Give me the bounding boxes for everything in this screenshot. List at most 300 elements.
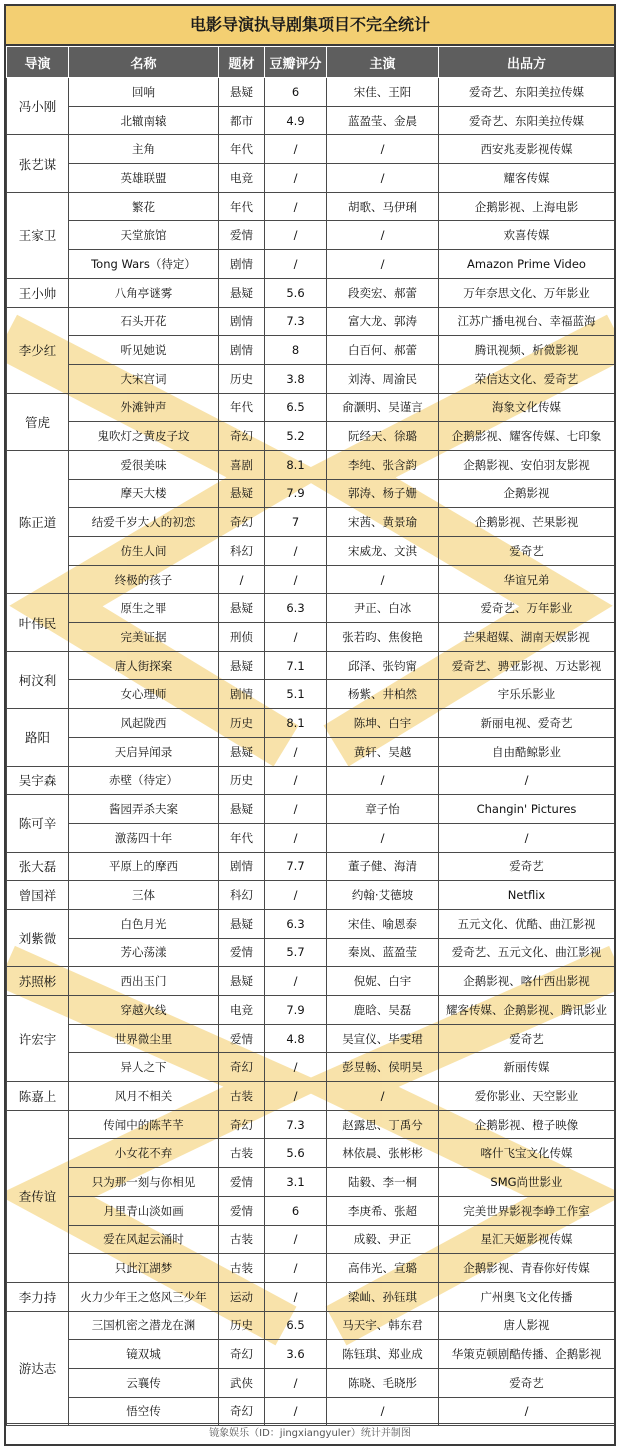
cast-cell: 秦岚、蓝盈莹: [327, 938, 439, 967]
cast-cell: 李纯、张含韵: [327, 450, 439, 479]
rating-cell: /: [265, 135, 327, 164]
genre-cell: 悬疑: [219, 278, 265, 307]
rating-cell: /: [265, 537, 327, 566]
title-cell: 主角: [69, 135, 219, 164]
rating-cell: /: [265, 1368, 327, 1397]
table-row: [7, 766, 615, 795]
cast-cell: 董子健、海清: [327, 852, 439, 881]
genre-cell: 悬疑: [219, 479, 265, 508]
rating-cell: 5.7: [265, 938, 327, 967]
cast-cell: 陈晓、毛晓彤: [327, 1368, 439, 1397]
cast-cell: 宋茜、黄景瑜: [327, 508, 439, 537]
rating-cell: 7.9: [265, 996, 327, 1025]
producer-cell: 宇乐乐影业: [439, 680, 615, 709]
footer-credit: 镜象娱乐（ID：jingxiangyuler）统计并制图: [6, 1423, 614, 1444]
rating-cell: /: [265, 1053, 327, 1082]
cast-cell: /: [327, 565, 439, 594]
genre-cell: 悬疑: [219, 795, 265, 824]
cast-cell: 林依晨、张彬彬: [327, 1139, 439, 1168]
director-cell: 吴宇森: [7, 766, 69, 795]
producer-cell: Amazon Prime Video: [439, 250, 615, 279]
cast-cell: 高伟光、宣璐: [327, 1254, 439, 1283]
producer-cell: 企鹅影视、芒果影视: [439, 508, 615, 537]
producer-cell: 华谊兄弟: [439, 565, 615, 594]
genre-cell: /: [219, 565, 265, 594]
cast-cell: 宋佳、王阳: [327, 78, 439, 107]
table-row: [7, 1053, 615, 1082]
rating-cell: /: [265, 1225, 327, 1254]
rating-cell: /: [265, 967, 327, 996]
header-row: [7, 47, 615, 78]
director-cell: 陈正道: [7, 450, 69, 593]
title-cell: 小女花不弃: [69, 1139, 219, 1168]
genre-cell: 爱情: [219, 938, 265, 967]
director-cell: 管虎: [7, 393, 69, 450]
rating-cell: 5.6: [265, 278, 327, 307]
table-row: [7, 967, 615, 996]
producer-cell: 爱奇艺: [439, 852, 615, 881]
table-row: [7, 508, 615, 537]
title-cell: 仿生人间: [69, 537, 219, 566]
director-cell: 苏照彬: [7, 967, 69, 996]
producer-cell: Changin' Pictures: [439, 795, 615, 824]
producer-cell: 五元文化、优酷、曲江影视: [439, 909, 615, 938]
genre-cell: 科幻: [219, 537, 265, 566]
cast-cell: /: [327, 250, 439, 279]
title-cell: 结爱千岁大人的初恋: [69, 508, 219, 537]
genre-cell: 都市: [219, 106, 265, 135]
table-row: [7, 881, 615, 910]
title-cell: 西出玉门: [69, 967, 219, 996]
rating-cell: 7.9: [265, 479, 327, 508]
producer-cell: /: [439, 766, 615, 795]
producer-cell: 爱奇艺、万年影业: [439, 594, 615, 623]
rating-cell: 5.2: [265, 422, 327, 451]
director-cell: 冯小刚: [7, 78, 69, 135]
title-cell: 外滩钟声: [69, 393, 219, 422]
table-row: [7, 336, 615, 365]
rating-cell: 5.1: [265, 680, 327, 709]
producer-cell: 西安兆麦影视传媒: [439, 135, 615, 164]
title-cell: 三国机密之潜龙在渊: [69, 1311, 219, 1340]
producer-cell: 企鹅影视、青春你好传媒: [439, 1254, 615, 1283]
rating-cell: 4.8: [265, 1024, 327, 1053]
rating-cell: 7: [265, 508, 327, 537]
col-rating: 豆瓣评分: [265, 47, 327, 78]
director-cell: 张大磊: [7, 852, 69, 881]
genre-cell: 爱情: [219, 1168, 265, 1197]
table-row: [7, 823, 615, 852]
table-row: [7, 1168, 615, 1197]
title-cell: 穿越火线: [69, 996, 219, 1025]
table-row: [7, 1368, 615, 1397]
producer-cell: 万年奈思文化、万年影业: [439, 278, 615, 307]
producer-cell: 企鹅影视、安伯羽友影视: [439, 450, 615, 479]
table-row: [7, 594, 615, 623]
cast-cell: 约翰·艾德坡: [327, 881, 439, 910]
table-row: [7, 1340, 615, 1369]
genre-cell: 悬疑: [219, 967, 265, 996]
cast-cell: 杨紫、井柏然: [327, 680, 439, 709]
table-row: [7, 709, 615, 738]
producer-cell: SMG尚世影业: [439, 1168, 615, 1197]
producer-cell: 耀客传媒: [439, 164, 615, 193]
genre-cell: 爱情: [219, 1024, 265, 1053]
producer-cell: 企鹅影视、上海电影: [439, 192, 615, 221]
director-table: [6, 46, 615, 1426]
rating-cell: 6.3: [265, 909, 327, 938]
director-cell: 查传谊: [7, 1110, 69, 1282]
rating-cell: 7.3: [265, 1110, 327, 1139]
table-row: [7, 393, 615, 422]
title-cell: 摩天大楼: [69, 479, 219, 508]
cast-cell: /: [327, 221, 439, 250]
title-cell: 唐人街探案: [69, 651, 219, 680]
genre-cell: 奇幻: [219, 1110, 265, 1139]
producer-cell: 芒果超媒、湖南天娱影视: [439, 623, 615, 652]
cast-cell: 白百何、郝蕾: [327, 336, 439, 365]
producer-cell: 华策克顿剧酷传播、企鹅影视: [439, 1340, 615, 1369]
cast-cell: 李庚希、张超: [327, 1196, 439, 1225]
title-cell: 英雄联盟: [69, 164, 219, 193]
director-cell: 许宏宇: [7, 996, 69, 1082]
cast-cell: 刘涛、周渝民: [327, 364, 439, 393]
title-cell: 平原上的摩西: [69, 852, 219, 881]
title-cell: 爱很美味: [69, 450, 219, 479]
cast-cell: 黄轩、吴越: [327, 737, 439, 766]
table-row: [7, 364, 615, 393]
table-row: [7, 565, 615, 594]
cast-cell: 吴宣仪、毕雯珺: [327, 1024, 439, 1053]
rating-cell: /: [265, 192, 327, 221]
rating-cell: 5.6: [265, 1139, 327, 1168]
genre-cell: 运动: [219, 1282, 265, 1311]
cast-cell: 蓝盈莹、金晨: [327, 106, 439, 135]
producer-cell: 腾讯视频、析微影视: [439, 336, 615, 365]
title-cell: 八角亭谜雾: [69, 278, 219, 307]
table-row: [7, 1282, 615, 1311]
cast-cell: 陈坤、白宇: [327, 709, 439, 738]
rating-cell: /: [265, 1397, 327, 1426]
title-cell: 石头开花: [69, 307, 219, 336]
genre-cell: 剧情: [219, 250, 265, 279]
rating-cell: /: [265, 623, 327, 652]
title-cell: 繁花: [69, 192, 219, 221]
producer-cell: 海象文化传媒: [439, 393, 615, 422]
table-row: [7, 909, 615, 938]
genre-cell: 悬疑: [219, 909, 265, 938]
rating-cell: /: [265, 221, 327, 250]
genre-cell: 历史: [219, 364, 265, 393]
genre-cell: 剧情: [219, 852, 265, 881]
title-cell: 回响: [69, 78, 219, 107]
title-cell: 世界微尘里: [69, 1024, 219, 1053]
table-row: [7, 307, 615, 336]
cast-cell: /: [327, 135, 439, 164]
producer-cell: /: [439, 1397, 615, 1426]
table-row: [7, 450, 615, 479]
genre-cell: 电竞: [219, 164, 265, 193]
genre-cell: 爱情: [219, 1196, 265, 1225]
genre-cell: 年代: [219, 192, 265, 221]
rating-cell: /: [265, 766, 327, 795]
director-cell: 刘紫微: [7, 909, 69, 966]
title-cell: 月里青山淡如画: [69, 1196, 219, 1225]
cast-cell: 胡歌、马伊琍: [327, 192, 439, 221]
cast-cell: 张若昀、焦俊艳: [327, 623, 439, 652]
cast-cell: 富大龙、郭涛: [327, 307, 439, 336]
title-cell: 镜双城: [69, 1340, 219, 1369]
rating-cell: 3.6: [265, 1340, 327, 1369]
title-cell: 传闻中的陈芊芊: [69, 1110, 219, 1139]
cast-cell: 倪妮、白宇: [327, 967, 439, 996]
cast-cell: 郭涛、杨子姗: [327, 479, 439, 508]
title-cell: 北辙南辕: [69, 106, 219, 135]
rating-cell: 4.9: [265, 106, 327, 135]
rating-cell: /: [265, 1082, 327, 1111]
rating-cell: /: [265, 737, 327, 766]
producer-cell: 耀客传媒、企鹅影视、腾讯影业: [439, 996, 615, 1025]
genre-cell: 武侠: [219, 1368, 265, 1397]
producer-cell: 欢喜传媒: [439, 221, 615, 250]
title-cell: 异人之下: [69, 1053, 219, 1082]
title-cell: 酱园弄杀夫案: [69, 795, 219, 824]
producer-cell: 爱奇艺: [439, 1024, 615, 1053]
cast-cell: 梁屾、孙钰琪: [327, 1282, 439, 1311]
table-row: [7, 1196, 615, 1225]
genre-cell: 剧情: [219, 680, 265, 709]
title-cell: 天启异闻录: [69, 737, 219, 766]
title-cell: 激荡四十年: [69, 823, 219, 852]
title-cell: 大宋宫词: [69, 364, 219, 393]
producer-cell: 爱奇艺、骋亚影视、万达影视: [439, 651, 615, 680]
genre-cell: 剧情: [219, 336, 265, 365]
producer-cell: 广州奥飞文化传播: [439, 1282, 615, 1311]
table-row: [7, 1225, 615, 1254]
genre-cell: 悬疑: [219, 651, 265, 680]
producer-cell: 爱奇艺: [439, 537, 615, 566]
producer-cell: 企鹅影视、喀什西出影视: [439, 967, 615, 996]
genre-cell: 历史: [219, 1311, 265, 1340]
producer-cell: 爱奇艺、东阳美拉传媒: [439, 78, 615, 107]
title-cell: 云襄传: [69, 1368, 219, 1397]
cast-cell: 陈钰琪、郑业成: [327, 1340, 439, 1369]
table-row: [7, 221, 615, 250]
producer-cell: 荣信达文化、爱奇艺: [439, 364, 615, 393]
rating-cell: 8: [265, 336, 327, 365]
director-cell: 柯汶利: [7, 651, 69, 708]
table-row: [7, 135, 615, 164]
cast-cell: 阮经天、徐璐: [327, 422, 439, 451]
title-cell: 原生之罪: [69, 594, 219, 623]
title-cell: 女心理师: [69, 680, 219, 709]
table-row: [7, 422, 615, 451]
rating-cell: 3.8: [265, 364, 327, 393]
cast-cell: /: [327, 823, 439, 852]
genre-cell: 年代: [219, 823, 265, 852]
genre-cell: 历史: [219, 709, 265, 738]
title-cell: 终极的孩子: [69, 565, 219, 594]
rating-cell: 6.5: [265, 393, 327, 422]
table-row: [7, 1110, 615, 1139]
producer-cell: Netflix: [439, 881, 615, 910]
director-cell: 李少红: [7, 307, 69, 393]
rating-cell: 6: [265, 1196, 327, 1225]
cast-cell: 彭昱畅、侯明昊: [327, 1053, 439, 1082]
table-row: [7, 737, 615, 766]
cast-cell: /: [327, 164, 439, 193]
rating-cell: /: [265, 1254, 327, 1283]
cast-cell: 成毅、尹正: [327, 1225, 439, 1254]
table-row: [7, 996, 615, 1025]
producer-cell: 唐人影视: [439, 1311, 615, 1340]
table-row: [7, 537, 615, 566]
table-row: [7, 938, 615, 967]
cast-cell: /: [327, 1082, 439, 1111]
table-row: [7, 1397, 615, 1426]
cast-cell: 鹿晗、吴磊: [327, 996, 439, 1025]
rating-cell: 7.3: [265, 307, 327, 336]
director-cell: 叶伟民: [7, 594, 69, 651]
rating-cell: /: [265, 250, 327, 279]
genre-cell: 剧情: [219, 307, 265, 336]
table-row: [7, 192, 615, 221]
title-cell: 芳心荡漾: [69, 938, 219, 967]
genre-cell: 年代: [219, 135, 265, 164]
table-row: [7, 78, 615, 107]
table-row: [7, 1082, 615, 1111]
genre-cell: 喜剧: [219, 450, 265, 479]
title-cell: Tong Wars（待定）: [69, 250, 219, 279]
table-row: [7, 106, 615, 135]
director-cell: 张艺谋: [7, 135, 69, 192]
producer-cell: 爱你影业、天空影业: [439, 1082, 615, 1111]
cast-cell: 尹正、白冰: [327, 594, 439, 623]
cast-cell: 马天宇、韩东君: [327, 1311, 439, 1340]
genre-cell: 古装: [219, 1082, 265, 1111]
genre-cell: 奇幻: [219, 1397, 265, 1426]
producer-cell: 爱奇艺、五元文化、曲江影视: [439, 938, 615, 967]
title-cell: 鬼吹灯之黄皮子坟: [69, 422, 219, 451]
genre-cell: 悬疑: [219, 594, 265, 623]
director-cell: 陈嘉上: [7, 1082, 69, 1111]
cast-cell: 宋佳、喻恩泰: [327, 909, 439, 938]
col-genre: 题材: [219, 47, 265, 78]
page-title: 电影导演执导剧集项目不完全统计: [6, 6, 614, 46]
table-row: [7, 250, 615, 279]
rating-cell: /: [265, 164, 327, 193]
title-cell: 天堂旅馆: [69, 221, 219, 250]
table-row: [7, 1311, 615, 1340]
cast-cell: 俞灏明、吴谨言: [327, 393, 439, 422]
producer-cell: 爱奇艺、东阳美拉传媒: [439, 106, 615, 135]
cast-cell: 邱泽、张钧甯: [327, 651, 439, 680]
table-row: [7, 1024, 615, 1053]
producer-cell: 企鹅影视、耀客传媒、七印象: [439, 422, 615, 451]
genre-cell: 悬疑: [219, 78, 265, 107]
director-cell: 王家卫: [7, 192, 69, 278]
rating-cell: 7.7: [265, 852, 327, 881]
producer-cell: 企鹅影视、橙子映像: [439, 1110, 615, 1139]
director-cell: 王小帅: [7, 278, 69, 307]
table-row: [7, 795, 615, 824]
title-cell: 火力少年王之悠风三少年: [69, 1282, 219, 1311]
genre-cell: 历史: [219, 766, 265, 795]
producer-cell: 星汇天姬影视传媒: [439, 1225, 615, 1254]
rating-cell: 6.3: [265, 594, 327, 623]
rating-cell: 7.1: [265, 651, 327, 680]
genre-cell: 科幻: [219, 881, 265, 910]
title-cell: 听见她说: [69, 336, 219, 365]
producer-cell: 爱奇艺: [439, 1368, 615, 1397]
cast-cell: 段奕宏、郝蕾: [327, 278, 439, 307]
rating-cell: 8.1: [265, 709, 327, 738]
producer-cell: 喀什飞宝文化传媒: [439, 1139, 615, 1168]
table-row: [7, 164, 615, 193]
rating-cell: 6: [265, 78, 327, 107]
title-cell: 白色月光: [69, 909, 219, 938]
title-cell: 爱在风起云涌时: [69, 1225, 219, 1254]
genre-cell: 刑侦: [219, 623, 265, 652]
col-cast: 主演: [327, 47, 439, 78]
rating-cell: /: [265, 565, 327, 594]
title-cell: 只此江湖梦: [69, 1254, 219, 1283]
title-cell: 完美证据: [69, 623, 219, 652]
genre-cell: 奇幻: [219, 1340, 265, 1369]
producer-cell: 新丽传媒: [439, 1053, 615, 1082]
table-row: [7, 651, 615, 680]
table-row: [7, 1254, 615, 1283]
cast-cell: /: [327, 766, 439, 795]
rating-cell: /: [265, 1282, 327, 1311]
genre-cell: 爱情: [219, 221, 265, 250]
director-cell: 游达志: [7, 1311, 69, 1426]
cast-cell: 陆毅、李一桐: [327, 1168, 439, 1197]
producer-cell: 企鹅影视: [439, 479, 615, 508]
col-director: 导演: [7, 47, 69, 78]
title-cell: 风月不相关: [69, 1082, 219, 1111]
table-row: [7, 680, 615, 709]
table-row: [7, 479, 615, 508]
rating-cell: 8.1: [265, 450, 327, 479]
rating-cell: /: [265, 823, 327, 852]
producer-cell: 完美世界影视李峥工作室: [439, 1196, 615, 1225]
genre-cell: 奇幻: [219, 422, 265, 451]
col-title: 名称: [69, 47, 219, 78]
cast-cell: /: [327, 1397, 439, 1426]
cast-cell: 宋威龙、文淇: [327, 537, 439, 566]
producer-cell: 自由酷鲸影业: [439, 737, 615, 766]
producer-cell: 江苏广播电视台、幸福蓝海: [439, 307, 615, 336]
genre-cell: 悬疑: [219, 737, 265, 766]
genre-cell: 奇幻: [219, 508, 265, 537]
table-row: [7, 852, 615, 881]
table-row: [7, 278, 615, 307]
director-cell: 曾国祥: [7, 881, 69, 910]
rating-cell: /: [265, 795, 327, 824]
genre-cell: 电竞: [219, 996, 265, 1025]
genre-cell: 古装: [219, 1254, 265, 1283]
genre-cell: 奇幻: [219, 1053, 265, 1082]
rating-cell: 6.5: [265, 1311, 327, 1340]
rating-cell: 3.1: [265, 1168, 327, 1197]
title-cell: 只为那一刻与你相见: [69, 1168, 219, 1197]
genre-cell: 古装: [219, 1139, 265, 1168]
title-cell: 风起陇西: [69, 709, 219, 738]
title-cell: 赤壁（待定）: [69, 766, 219, 795]
director-cell: 陈可辛: [7, 795, 69, 852]
cast-cell: 赵露思、丁禹兮: [327, 1110, 439, 1139]
